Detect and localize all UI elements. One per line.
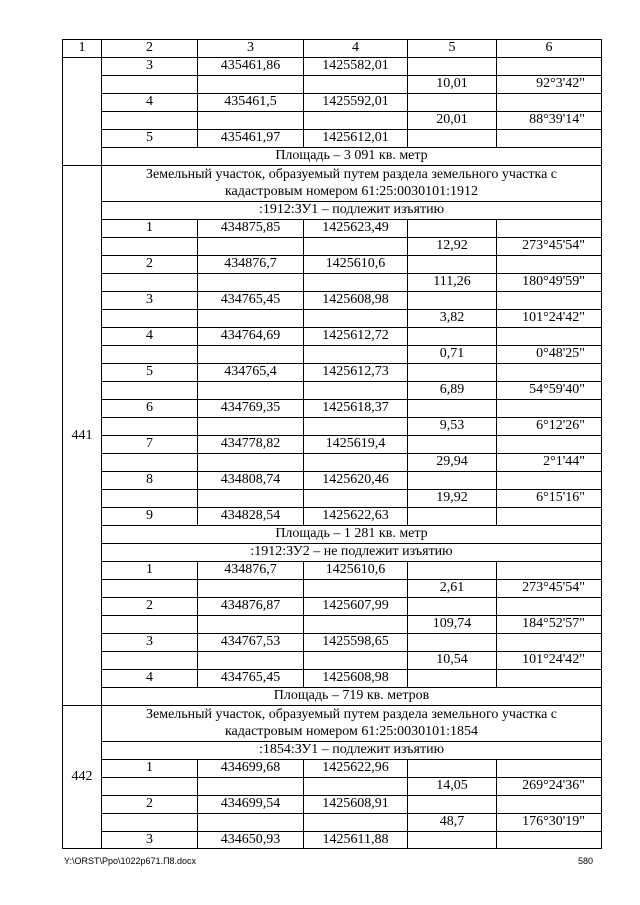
angle-cell: 6°15'16" [497,490,602,508]
angle-cell: 273°45'54" [497,238,602,256]
header-cell: 1 [63,40,102,58]
empty-cell [497,220,602,238]
empty-cell [102,76,198,94]
empty-cell [102,454,198,472]
empty-cell [198,454,304,472]
empty-cell [497,598,602,616]
y-coordinate-cell: 1425611,88 [304,832,408,849]
angle-cell: 2°1'44" [497,454,602,472]
empty-cell [497,634,602,652]
point-row [63,94,602,112]
empty-cell [497,58,602,76]
segment-row [63,274,602,292]
x-coordinate-cell: 435461,97 [198,130,304,148]
y-coordinate-cell: 1425618,37 [304,400,408,418]
empty-cell [102,778,198,796]
text-row [63,688,602,706]
empty-cell [408,256,497,274]
empty-cell [497,400,602,418]
point-row [63,328,602,346]
empty-cell [304,310,408,328]
text-row [63,166,602,202]
empty-cell [102,814,198,832]
segment-row [63,418,602,436]
y-coordinate-cell: 1425612,72 [304,328,408,346]
point-row [63,130,602,148]
empty-cell [408,670,497,688]
x-coordinate-cell: 434875,85 [198,220,304,238]
empty-cell [408,220,497,238]
point-number-cell: 4 [102,670,198,688]
x-coordinate-cell: 434876,7 [198,562,304,580]
segment-row [63,652,602,670]
angle-cell: 88°39'14" [497,112,602,130]
y-coordinate-cell: 1425612,73 [304,364,408,382]
empty-cell [102,346,198,364]
point-number-cell: 5 [102,130,198,148]
empty-cell [304,238,408,256]
caption-cell: :1912:ЗУ1 – подлежит изъятию [102,202,602,220]
empty-cell [304,418,408,436]
empty-cell [408,472,497,490]
distance-cell: 2,61 [408,580,497,598]
segment-row [63,778,602,796]
empty-cell [102,418,198,436]
x-coordinate-cell: 434828,54 [198,508,304,526]
distance-cell: 10,54 [408,652,497,670]
distance-cell: 10,01 [408,76,497,94]
empty-cell [198,490,304,508]
empty-cell [102,382,198,400]
point-row [63,292,602,310]
empty-cell [304,778,408,796]
footer-page-number: 580 [578,856,594,866]
point-number-cell: 3 [102,634,198,652]
empty-cell [304,274,408,292]
empty-cell [497,562,602,580]
segment-row [63,616,602,634]
caption-cell: Площадь – 1 281 кв. метр [102,526,602,544]
empty-cell [408,508,497,526]
header-row [63,40,602,58]
x-coordinate-cell: 435461,5 [198,94,304,112]
distance-cell: 19,92 [408,490,497,508]
y-coordinate-cell: 1425592,01 [304,94,408,112]
y-coordinate-cell: 1425598,65 [304,634,408,652]
empty-cell [497,796,602,814]
segment-row [63,76,602,94]
footer-file-path: Y:\ORST\Ppo\1022p671.П8.docx [64,856,197,866]
empty-cell [198,310,304,328]
x-coordinate-cell: 434699,68 [198,760,304,778]
distance-cell: 3,82 [408,310,497,328]
empty-cell [408,760,497,778]
empty-cell [198,580,304,598]
y-coordinate-cell: 1425622,63 [304,508,408,526]
point-number-cell: 2 [102,256,198,274]
angle-cell: 180°49'59" [497,274,602,292]
plot-description-cell: Земельный участок, образуемый путем раздела земельного участка с кадастровым номером 61:25:0030101:1854 [102,706,602,742]
point-number-cell: 5 [102,364,198,382]
distance-cell: 14,05 [408,778,497,796]
empty-cell [408,130,497,148]
plot-number-cell: 442 [63,706,102,849]
empty-cell [198,814,304,832]
x-coordinate-cell: 434876,87 [198,598,304,616]
empty-cell [408,292,497,310]
distance-cell: 109,74 [408,616,497,634]
point-number-cell: 1 [102,760,198,778]
distance-cell: 0,71 [408,346,497,364]
segment-row [63,580,602,598]
empty-cell [304,382,408,400]
empty-cell [497,760,602,778]
empty-cell [198,238,304,256]
angle-cell: 0°48'25" [497,346,602,364]
angle-cell: 101°24'42" [497,652,602,670]
empty-cell [102,274,198,292]
plot-number-cell: 441 [63,166,102,706]
empty-cell [408,598,497,616]
x-coordinate-cell: 434650,93 [198,832,304,849]
empty-cell [408,328,497,346]
distance-cell: 12,92 [408,238,497,256]
empty-cell [304,490,408,508]
empty-cell [198,76,304,94]
empty-cell [497,508,602,526]
point-number-cell: 7 [102,436,198,454]
point-row [63,400,602,418]
empty-cell [198,418,304,436]
point-row [63,832,602,849]
empty-cell [102,490,198,508]
empty-cell [304,76,408,94]
text-row [63,706,602,742]
header-cell: 6 [497,40,602,58]
y-coordinate-cell: 1425610,6 [304,562,408,580]
empty-cell [102,652,198,670]
empty-cell [304,652,408,670]
x-coordinate-cell: 434808,74 [198,472,304,490]
header-cell: 4 [304,40,408,58]
empty-cell [497,832,602,849]
empty-cell [497,256,602,274]
empty-cell [304,580,408,598]
text-row [63,526,602,544]
empty-cell [198,652,304,670]
empty-cell [497,328,602,346]
segment-row [63,310,602,328]
point-number-cell: 3 [102,58,198,76]
x-coordinate-cell: 434767,53 [198,634,304,652]
table-body [63,58,602,849]
segment-row [63,112,602,130]
point-row [63,598,602,616]
header-cell: 5 [408,40,497,58]
empty-cell [102,580,198,598]
distance-cell: 29,94 [408,454,497,472]
empty-cell [304,112,408,130]
plot-description-cell: Земельный участок, образуемый путем раздела земельного участка с кадастровым номером 61:25:0030101:1912 [102,166,602,202]
y-coordinate-cell: 1425612,01 [304,130,408,148]
point-number-cell: 1 [102,562,198,580]
y-coordinate-cell: 1425610,6 [304,256,408,274]
empty-cell [408,436,497,454]
y-coordinate-cell: 1425623,49 [304,220,408,238]
point-row [63,256,602,274]
point-number-cell: 8 [102,472,198,490]
y-coordinate-cell: 1425582,01 [304,58,408,76]
empty-cell [102,238,198,256]
x-coordinate-cell: 434699,54 [198,796,304,814]
point-row [63,220,602,238]
empty-cell [408,796,497,814]
point-number-cell: 4 [102,328,198,346]
x-coordinate-cell: 435461,86 [198,58,304,76]
distance-cell: 20,01 [408,112,497,130]
y-coordinate-cell: 1425620,46 [304,472,408,490]
empty-cell [198,778,304,796]
coordinates-table [62,39,602,849]
caption-cell: :1854:ЗУ1 – подлежит изъятию [102,742,602,760]
point-row [63,760,602,778]
x-coordinate-cell: 434778,82 [198,436,304,454]
x-coordinate-cell: 434876,7 [198,256,304,274]
distance-cell: 111,26 [408,274,497,292]
empty-cell [304,346,408,364]
empty-cell [497,130,602,148]
text-row [63,148,602,166]
x-coordinate-cell: 434769,35 [198,400,304,418]
empty-cell [408,58,497,76]
segment-row [63,814,602,832]
point-number-cell: 6 [102,400,198,418]
text-row [63,742,602,760]
empty-cell [497,436,602,454]
caption-cell: Площадь – 719 кв. метров [102,688,602,706]
x-coordinate-cell: 434765,45 [198,670,304,688]
y-coordinate-cell: 1425608,91 [304,796,408,814]
angle-cell: 92°3'42" [497,76,602,94]
y-coordinate-cell: 1425608,98 [304,292,408,310]
point-row [63,436,602,454]
x-coordinate-cell: 434764,69 [198,328,304,346]
y-coordinate-cell: 1425619,4 [304,436,408,454]
x-coordinate-cell: 434765,4 [198,364,304,382]
point-row [63,634,602,652]
text-row [63,544,602,562]
distance-cell: 48,7 [408,814,497,832]
point-number-cell: 2 [102,598,198,616]
x-coordinate-cell: 434765,45 [198,292,304,310]
empty-cell [497,94,602,112]
point-number-cell: 3 [102,832,198,849]
point-row [63,472,602,490]
point-row [63,796,602,814]
empty-cell [304,454,408,472]
empty-cell [102,310,198,328]
empty-cell [497,292,602,310]
header-cell: 2 [102,40,198,58]
segment-row [63,454,602,472]
plot-number-cell [63,58,102,166]
empty-cell [304,814,408,832]
angle-cell: 273°45'54" [497,580,602,598]
point-number-cell: 3 [102,292,198,310]
angle-cell: 54°59'40" [497,382,602,400]
angle-cell: 176°30'19" [497,814,602,832]
angle-cell: 101°24'42" [497,310,602,328]
text-row [63,202,602,220]
point-row [63,58,602,76]
empty-cell [497,472,602,490]
caption-cell: Площадь – 3 091 кв. метр [102,148,602,166]
empty-cell [408,94,497,112]
angle-cell: 184°52'57" [497,616,602,634]
empty-cell [408,364,497,382]
point-row [63,508,602,526]
segment-row [63,490,602,508]
segment-row [63,238,602,256]
empty-cell [408,400,497,418]
angle-cell: 6°12'26" [497,418,602,436]
empty-cell [198,382,304,400]
empty-cell [198,274,304,292]
point-row [63,670,602,688]
empty-cell [497,364,602,382]
y-coordinate-cell: 1425622,96 [304,760,408,778]
y-coordinate-cell: 1425607,99 [304,598,408,616]
empty-cell [102,616,198,634]
empty-cell [102,112,198,130]
segment-row [63,382,602,400]
empty-cell [408,562,497,580]
empty-cell [497,670,602,688]
header-cell: 3 [198,40,304,58]
point-number-cell: 1 [102,220,198,238]
empty-cell [198,112,304,130]
empty-cell [304,616,408,634]
y-coordinate-cell: 1425608,98 [304,670,408,688]
segment-row [63,346,602,364]
point-number-cell: 9 [102,508,198,526]
point-row [63,364,602,382]
point-row [63,562,602,580]
point-number-cell: 4 [102,94,198,112]
empty-cell [198,616,304,634]
angle-cell: 269°24'36" [497,778,602,796]
distance-cell: 6,89 [408,382,497,400]
caption-cell: :1912:ЗУ2 – не подлежит изъятию [102,544,602,562]
empty-cell [408,832,497,849]
distance-cell: 9,53 [408,418,497,436]
point-number-cell: 2 [102,796,198,814]
empty-cell [408,634,497,652]
empty-cell [198,346,304,364]
